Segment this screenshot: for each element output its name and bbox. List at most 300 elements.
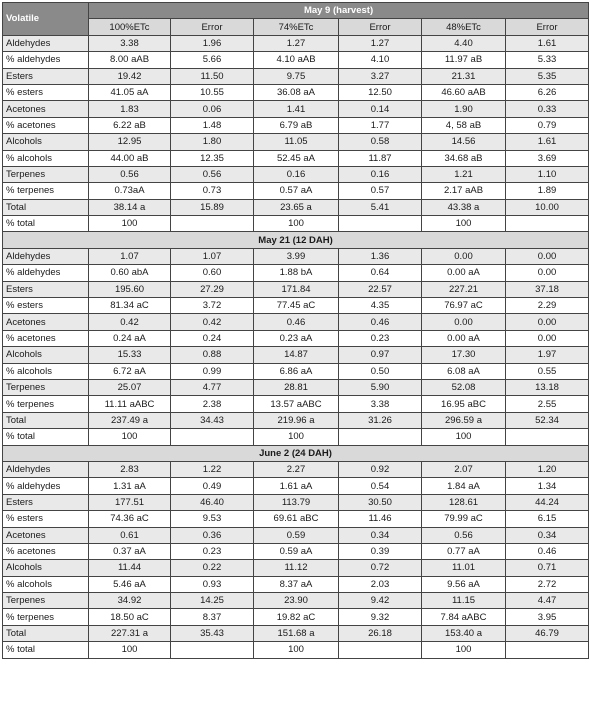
table-cell: 100 [89, 642, 171, 658]
table-cell: 43.38 a [422, 199, 506, 215]
row-label: % acetones [3, 117, 89, 133]
table-row [3, 281, 589, 297]
row-label: % total [3, 642, 89, 658]
row-label: % terpenes [3, 396, 89, 412]
table-cell: 3.38 [339, 396, 422, 412]
table-cell: 1.96 [171, 35, 254, 51]
table-cell: 0.34 [339, 527, 422, 543]
table-cell: 2.07 [422, 461, 506, 477]
table-cell: 18.50 aC [89, 609, 171, 625]
row-label: % esters [3, 84, 89, 100]
table-cell: 0.92 [339, 461, 422, 477]
table-cell: 23.65 a [254, 199, 339, 215]
section-title: May 21 (12 DAH) [3, 232, 589, 248]
table-cell: 44.24 [506, 494, 589, 510]
table-cell: 2.03 [339, 576, 422, 592]
row-label: % alcohols [3, 150, 89, 166]
table-header [3, 3, 589, 36]
table-cell: 1.21 [422, 166, 506, 182]
table-cell: 0.23 [339, 330, 422, 346]
table-cell: 1.88 bA [254, 265, 339, 281]
table-cell [339, 216, 422, 232]
table-cell: 10.55 [171, 84, 254, 100]
table-row [3, 461, 589, 477]
row-label: % esters [3, 511, 89, 527]
table-row [3, 396, 589, 412]
row-label: Alcohols [3, 347, 89, 363]
table-row [3, 593, 589, 609]
row-label: Acetones [3, 527, 89, 543]
table-cell: 2.72 [506, 576, 589, 592]
table-cell: 4.47 [506, 593, 589, 609]
table-cell: 1.10 [506, 166, 589, 182]
table-cell: 0.46 [339, 314, 422, 330]
table-cell: 41.05 aA [89, 84, 171, 100]
table-cell: 1.84 aA [422, 478, 506, 494]
table-cell: 0.34 [506, 527, 589, 543]
table-cell: 74.36 aC [89, 511, 171, 527]
table-row [3, 347, 589, 363]
table-cell: 0.60 [171, 265, 254, 281]
table-cell: 0.00 aA [422, 265, 506, 281]
table-cell: 113.79 [254, 494, 339, 510]
table-cell: 3.27 [339, 68, 422, 84]
row-label: % esters [3, 298, 89, 314]
table-cell: 38.14 a [89, 199, 171, 215]
table-cell [506, 642, 589, 658]
table-cell: 52.45 aA [254, 150, 339, 166]
table-cell: 3.72 [171, 298, 254, 314]
row-label: % aldehydes [3, 478, 89, 494]
table-row [3, 248, 589, 264]
table-cell: 0.00 [506, 314, 589, 330]
table-cell: 11.11 aABC [89, 396, 171, 412]
table-cell: 11.05 [254, 134, 339, 150]
table-cell: 0.46 [506, 543, 589, 559]
table-cell: 19.42 [89, 68, 171, 84]
table-cell [171, 642, 254, 658]
table-cell: 0.06 [171, 101, 254, 117]
table-cell: 100 [89, 216, 171, 232]
table-cell: 0.42 [89, 314, 171, 330]
table-cell: 14.87 [254, 347, 339, 363]
table-row [3, 576, 589, 592]
table-cell: 4.10 [339, 52, 422, 68]
row-label: % total [3, 216, 89, 232]
table-cell: 4, 58 aB [422, 117, 506, 133]
table-container [2, 2, 589, 659]
column-header: 74%ETc [254, 19, 339, 35]
table-cell: 0.73aA [89, 183, 171, 199]
table-cell: 79.99 aC [422, 511, 506, 527]
table-cell: 77.45 aC [254, 298, 339, 314]
table-cell: 0.61 [89, 527, 171, 543]
table-cell: 25.07 [89, 379, 171, 395]
row-label: % aldehydes [3, 52, 89, 68]
table-cell: 5.46 aA [89, 576, 171, 592]
table-row [3, 511, 589, 527]
column-header: 48%ETc [422, 19, 506, 35]
table-cell: 1.89 [506, 183, 589, 199]
table-cell: 0.00 [506, 248, 589, 264]
table-cell: 1.31 aA [89, 478, 171, 494]
table-cell: 15.89 [171, 199, 254, 215]
table-cell: 0.93 [171, 576, 254, 592]
table-cell: 100 [422, 216, 506, 232]
table-cell: 100 [254, 642, 339, 658]
table-cell: 19.82 aC [254, 609, 339, 625]
table-cell: 0.50 [339, 363, 422, 379]
table-cell: 46.79 [506, 625, 589, 641]
table-cell: 27.29 [171, 281, 254, 297]
table-cell: 1.48 [171, 117, 254, 133]
table-cell: 0.64 [339, 265, 422, 281]
table-row [3, 150, 589, 166]
table-cell: 0.33 [506, 101, 589, 117]
table-cell: 0.55 [506, 363, 589, 379]
row-label: Acetones [3, 101, 89, 117]
table-cell: 4.77 [171, 379, 254, 395]
table-row [3, 625, 589, 641]
table-cell: 0.99 [171, 363, 254, 379]
section-header-row [3, 232, 589, 248]
row-label: Esters [3, 281, 89, 297]
table-cell: 8.00 aAB [89, 52, 171, 68]
table-cell: 0.49 [171, 478, 254, 494]
table-cell: 128.61 [422, 494, 506, 510]
table-row [3, 298, 589, 314]
table-cell: 5.90 [339, 379, 422, 395]
table-cell: 2.29 [506, 298, 589, 314]
table-cell: 0.22 [171, 560, 254, 576]
table-cell: 14.25 [171, 593, 254, 609]
table-cell: 0.56 [171, 166, 254, 182]
table-cell: 171.84 [254, 281, 339, 297]
table-cell: 11.87 [339, 150, 422, 166]
table-cell: 2.38 [171, 396, 254, 412]
table-cell: 100 [254, 429, 339, 445]
table-cell: 9.42 [339, 593, 422, 609]
table-cell: 100 [422, 642, 506, 658]
table-body [3, 35, 589, 658]
table-cell: 4.40 [422, 35, 506, 51]
table-row [3, 494, 589, 510]
table-cell: 46.40 [171, 494, 254, 510]
table-cell [339, 642, 422, 658]
table-cell: 76.97 aC [422, 298, 506, 314]
table-cell: 195.60 [89, 281, 171, 297]
table-row [3, 68, 589, 84]
table-cell: 6.22 aB [89, 117, 171, 133]
table-row [3, 216, 589, 232]
table-cell: 0.23 aA [254, 330, 339, 346]
row-label: Alcohols [3, 134, 89, 150]
table-cell: 0.73 [171, 183, 254, 199]
table-cell: 11.44 [89, 560, 171, 576]
row-label: % aldehydes [3, 265, 89, 281]
table-cell: 8.37 [171, 609, 254, 625]
row-label: Terpenes [3, 166, 89, 182]
row-label: Terpenes [3, 593, 89, 609]
table-cell: 1.61 aA [254, 478, 339, 494]
table-cell: 0.24 [171, 330, 254, 346]
table-cell: 34.68 aB [422, 150, 506, 166]
row-label: Total [3, 412, 89, 428]
table-row [3, 609, 589, 625]
table-cell: 100 [254, 216, 339, 232]
row-label: % acetones [3, 330, 89, 346]
table-cell: 100 [89, 429, 171, 445]
table-cell: 0.59 aA [254, 543, 339, 559]
table-cell: 9.53 [171, 511, 254, 527]
table-cell: 69.61 aBC [254, 511, 339, 527]
table-cell: 26.18 [339, 625, 422, 641]
table-cell: 9.75 [254, 68, 339, 84]
table-cell: 11.01 [422, 560, 506, 576]
table-cell: 0.59 [254, 527, 339, 543]
table-row [3, 412, 589, 428]
table-cell: 0.24 aA [89, 330, 171, 346]
table-cell: 0.00 [422, 314, 506, 330]
table-cell: 2.83 [89, 461, 171, 477]
table-cell: 1.97 [506, 347, 589, 363]
row-label: % terpenes [3, 183, 89, 199]
table-cell: 3.38 [89, 35, 171, 51]
table-row [3, 134, 589, 150]
table-cell: 0.39 [339, 543, 422, 559]
table-cell: 153.40 a [422, 625, 506, 641]
corner-header: Volatile [3, 3, 89, 36]
table-cell: 23.90 [254, 593, 339, 609]
table-cell: 1.90 [422, 101, 506, 117]
table-cell: 0.36 [171, 527, 254, 543]
row-label: Esters [3, 68, 89, 84]
table-cell: 28.81 [254, 379, 339, 395]
table-cell: 2.27 [254, 461, 339, 477]
table-cell: 0.72 [339, 560, 422, 576]
table-cell: 0.58 [339, 134, 422, 150]
table-cell: 11.46 [339, 511, 422, 527]
row-label: % terpenes [3, 609, 89, 625]
table-row [3, 199, 589, 215]
table-cell: 9.32 [339, 609, 422, 625]
table-cell: 1.07 [89, 248, 171, 264]
table-row [3, 84, 589, 100]
table-cell [506, 429, 589, 445]
table-cell: 1.27 [339, 35, 422, 51]
section-title: June 2 (24 DAH) [3, 445, 589, 461]
row-label: Esters [3, 494, 89, 510]
row-label: % alcohols [3, 576, 89, 592]
table-cell: 9.56 aA [422, 576, 506, 592]
table-cell: 0.57 aA [254, 183, 339, 199]
table-cell [171, 429, 254, 445]
table-cell: 1.61 [506, 134, 589, 150]
table-cell: 0.00 [506, 265, 589, 281]
table-cell: 11.15 [422, 593, 506, 609]
row-label: Alcohols [3, 560, 89, 576]
table-cell: 0.00 [506, 330, 589, 346]
table-cell: 0.37 aA [89, 543, 171, 559]
row-label: Acetones [3, 314, 89, 330]
table-cell: 0.46 [254, 314, 339, 330]
table-cell: 5.41 [339, 199, 422, 215]
table-cell [506, 216, 589, 232]
column-header: Error [339, 19, 422, 35]
table-cell: 1.27 [254, 35, 339, 51]
table-cell: 6.08 aA [422, 363, 506, 379]
table-cell: 5.35 [506, 68, 589, 84]
table-cell: 37.18 [506, 281, 589, 297]
table-cell: 0.60 abA [89, 265, 171, 281]
table-cell: 0.77 aA [422, 543, 506, 559]
table-cell: 81.34 aC [89, 298, 171, 314]
table-cell: 17.30 [422, 347, 506, 363]
table-row [3, 265, 589, 281]
table-cell: 15.33 [89, 347, 171, 363]
table-cell: 6.79 aB [254, 117, 339, 133]
table-cell: 0.79 [506, 117, 589, 133]
table-cell: 1.61 [506, 35, 589, 51]
table-cell: 1.36 [339, 248, 422, 264]
volatiles-table [2, 2, 589, 659]
column-header: Error [171, 19, 254, 35]
table-cell: 4.35 [339, 298, 422, 314]
table-cell: 14.56 [422, 134, 506, 150]
table-cell: 0.88 [171, 347, 254, 363]
table-cell: 52.34 [506, 412, 589, 428]
table-cell: 3.99 [254, 248, 339, 264]
table-cell: 13.57 aABC [254, 396, 339, 412]
table-cell: 227.31 a [89, 625, 171, 641]
table-cell: 1.34 [506, 478, 589, 494]
table-cell: 177.51 [89, 494, 171, 510]
row-label: % total [3, 429, 89, 445]
column-header: 100%ETc [89, 19, 171, 35]
table-row [3, 429, 589, 445]
table-cell: 2.17 aAB [422, 183, 506, 199]
row-label: Terpenes [3, 379, 89, 395]
table-row [3, 117, 589, 133]
table-cell: 296.59 a [422, 412, 506, 428]
table-cell: 6.26 [506, 84, 589, 100]
table-row [3, 52, 589, 68]
table-row [3, 166, 589, 182]
table-cell: 0.97 [339, 347, 422, 363]
table-cell: 13.18 [506, 379, 589, 395]
table-row [3, 478, 589, 494]
table-cell: 12.50 [339, 84, 422, 100]
table-cell: 1.83 [89, 101, 171, 117]
table-cell: 34.43 [171, 412, 254, 428]
table-cell: 1.07 [171, 248, 254, 264]
table-cell: 34.92 [89, 593, 171, 609]
table-cell: 5.33 [506, 52, 589, 68]
column-header: Error [506, 19, 589, 35]
table-cell: 0.00 [422, 248, 506, 264]
table-cell: 10.00 [506, 199, 589, 215]
table-cell: 16.95 aBC [422, 396, 506, 412]
table-cell: 3.69 [506, 150, 589, 166]
table-cell: 0.23 [171, 543, 254, 559]
table-cell: 2.55 [506, 396, 589, 412]
table-cell: 31.26 [339, 412, 422, 428]
table-row [3, 642, 589, 658]
table-cell: 11.50 [171, 68, 254, 84]
table-cell: 12.95 [89, 134, 171, 150]
table-cell: 0.56 [422, 527, 506, 543]
table-cell: 44.00 aB [89, 150, 171, 166]
table-cell: 46.60 aAB [422, 84, 506, 100]
table-cell: 0.16 [254, 166, 339, 182]
table-cell: 12.35 [171, 150, 254, 166]
table-row [3, 330, 589, 346]
table-cell: 4.10 aAB [254, 52, 339, 68]
row-label: % acetones [3, 543, 89, 559]
table-row [3, 363, 589, 379]
table-cell: 1.80 [171, 134, 254, 150]
table-row [3, 35, 589, 51]
table-cell: 6.15 [506, 511, 589, 527]
table-cell: 219.96 a [254, 412, 339, 428]
table-cell: 0.54 [339, 478, 422, 494]
table-cell: 36.08 aA [254, 84, 339, 100]
table-cell: 0.42 [171, 314, 254, 330]
table-cell: 11.12 [254, 560, 339, 576]
table-cell: 22.57 [339, 281, 422, 297]
table-row [3, 560, 589, 576]
table-cell: 151.68 a [254, 625, 339, 641]
table-row [3, 527, 589, 543]
table-cell: 0.16 [339, 166, 422, 182]
date-header-harvest: May 9 (harvest) [89, 3, 589, 19]
row-label: Aldehydes [3, 461, 89, 477]
table-cell: 3.95 [506, 609, 589, 625]
table-cell: 237.49 a [89, 412, 171, 428]
table-cell: 1.20 [506, 461, 589, 477]
table-cell: 0.00 aA [422, 330, 506, 346]
row-label: Aldehydes [3, 35, 89, 51]
table-cell [171, 216, 254, 232]
table-cell: 0.14 [339, 101, 422, 117]
row-label: % alcohols [3, 363, 89, 379]
table-cell: 1.22 [171, 461, 254, 477]
table-cell: 1.41 [254, 101, 339, 117]
table-cell: 52.08 [422, 379, 506, 395]
table-cell [339, 429, 422, 445]
section-header-row [3, 445, 589, 461]
row-label: Total [3, 625, 89, 641]
table-cell: 0.57 [339, 183, 422, 199]
table-cell: 100 [422, 429, 506, 445]
table-row [3, 543, 589, 559]
table-row [3, 379, 589, 395]
table-cell: 35.43 [171, 625, 254, 641]
table-cell: 6.72 aA [89, 363, 171, 379]
table-cell: 1.77 [339, 117, 422, 133]
table-row [3, 183, 589, 199]
table-cell: 11.97 aB [422, 52, 506, 68]
table-cell: 6.86 aA [254, 363, 339, 379]
table-cell: 227.21 [422, 281, 506, 297]
table-cell: 5.66 [171, 52, 254, 68]
row-label: Total [3, 199, 89, 215]
table-cell: 7.84 aABC [422, 609, 506, 625]
table-row [3, 314, 589, 330]
row-label: Aldehydes [3, 248, 89, 264]
table-cell: 8.37 aA [254, 576, 339, 592]
table-cell: 21.31 [422, 68, 506, 84]
